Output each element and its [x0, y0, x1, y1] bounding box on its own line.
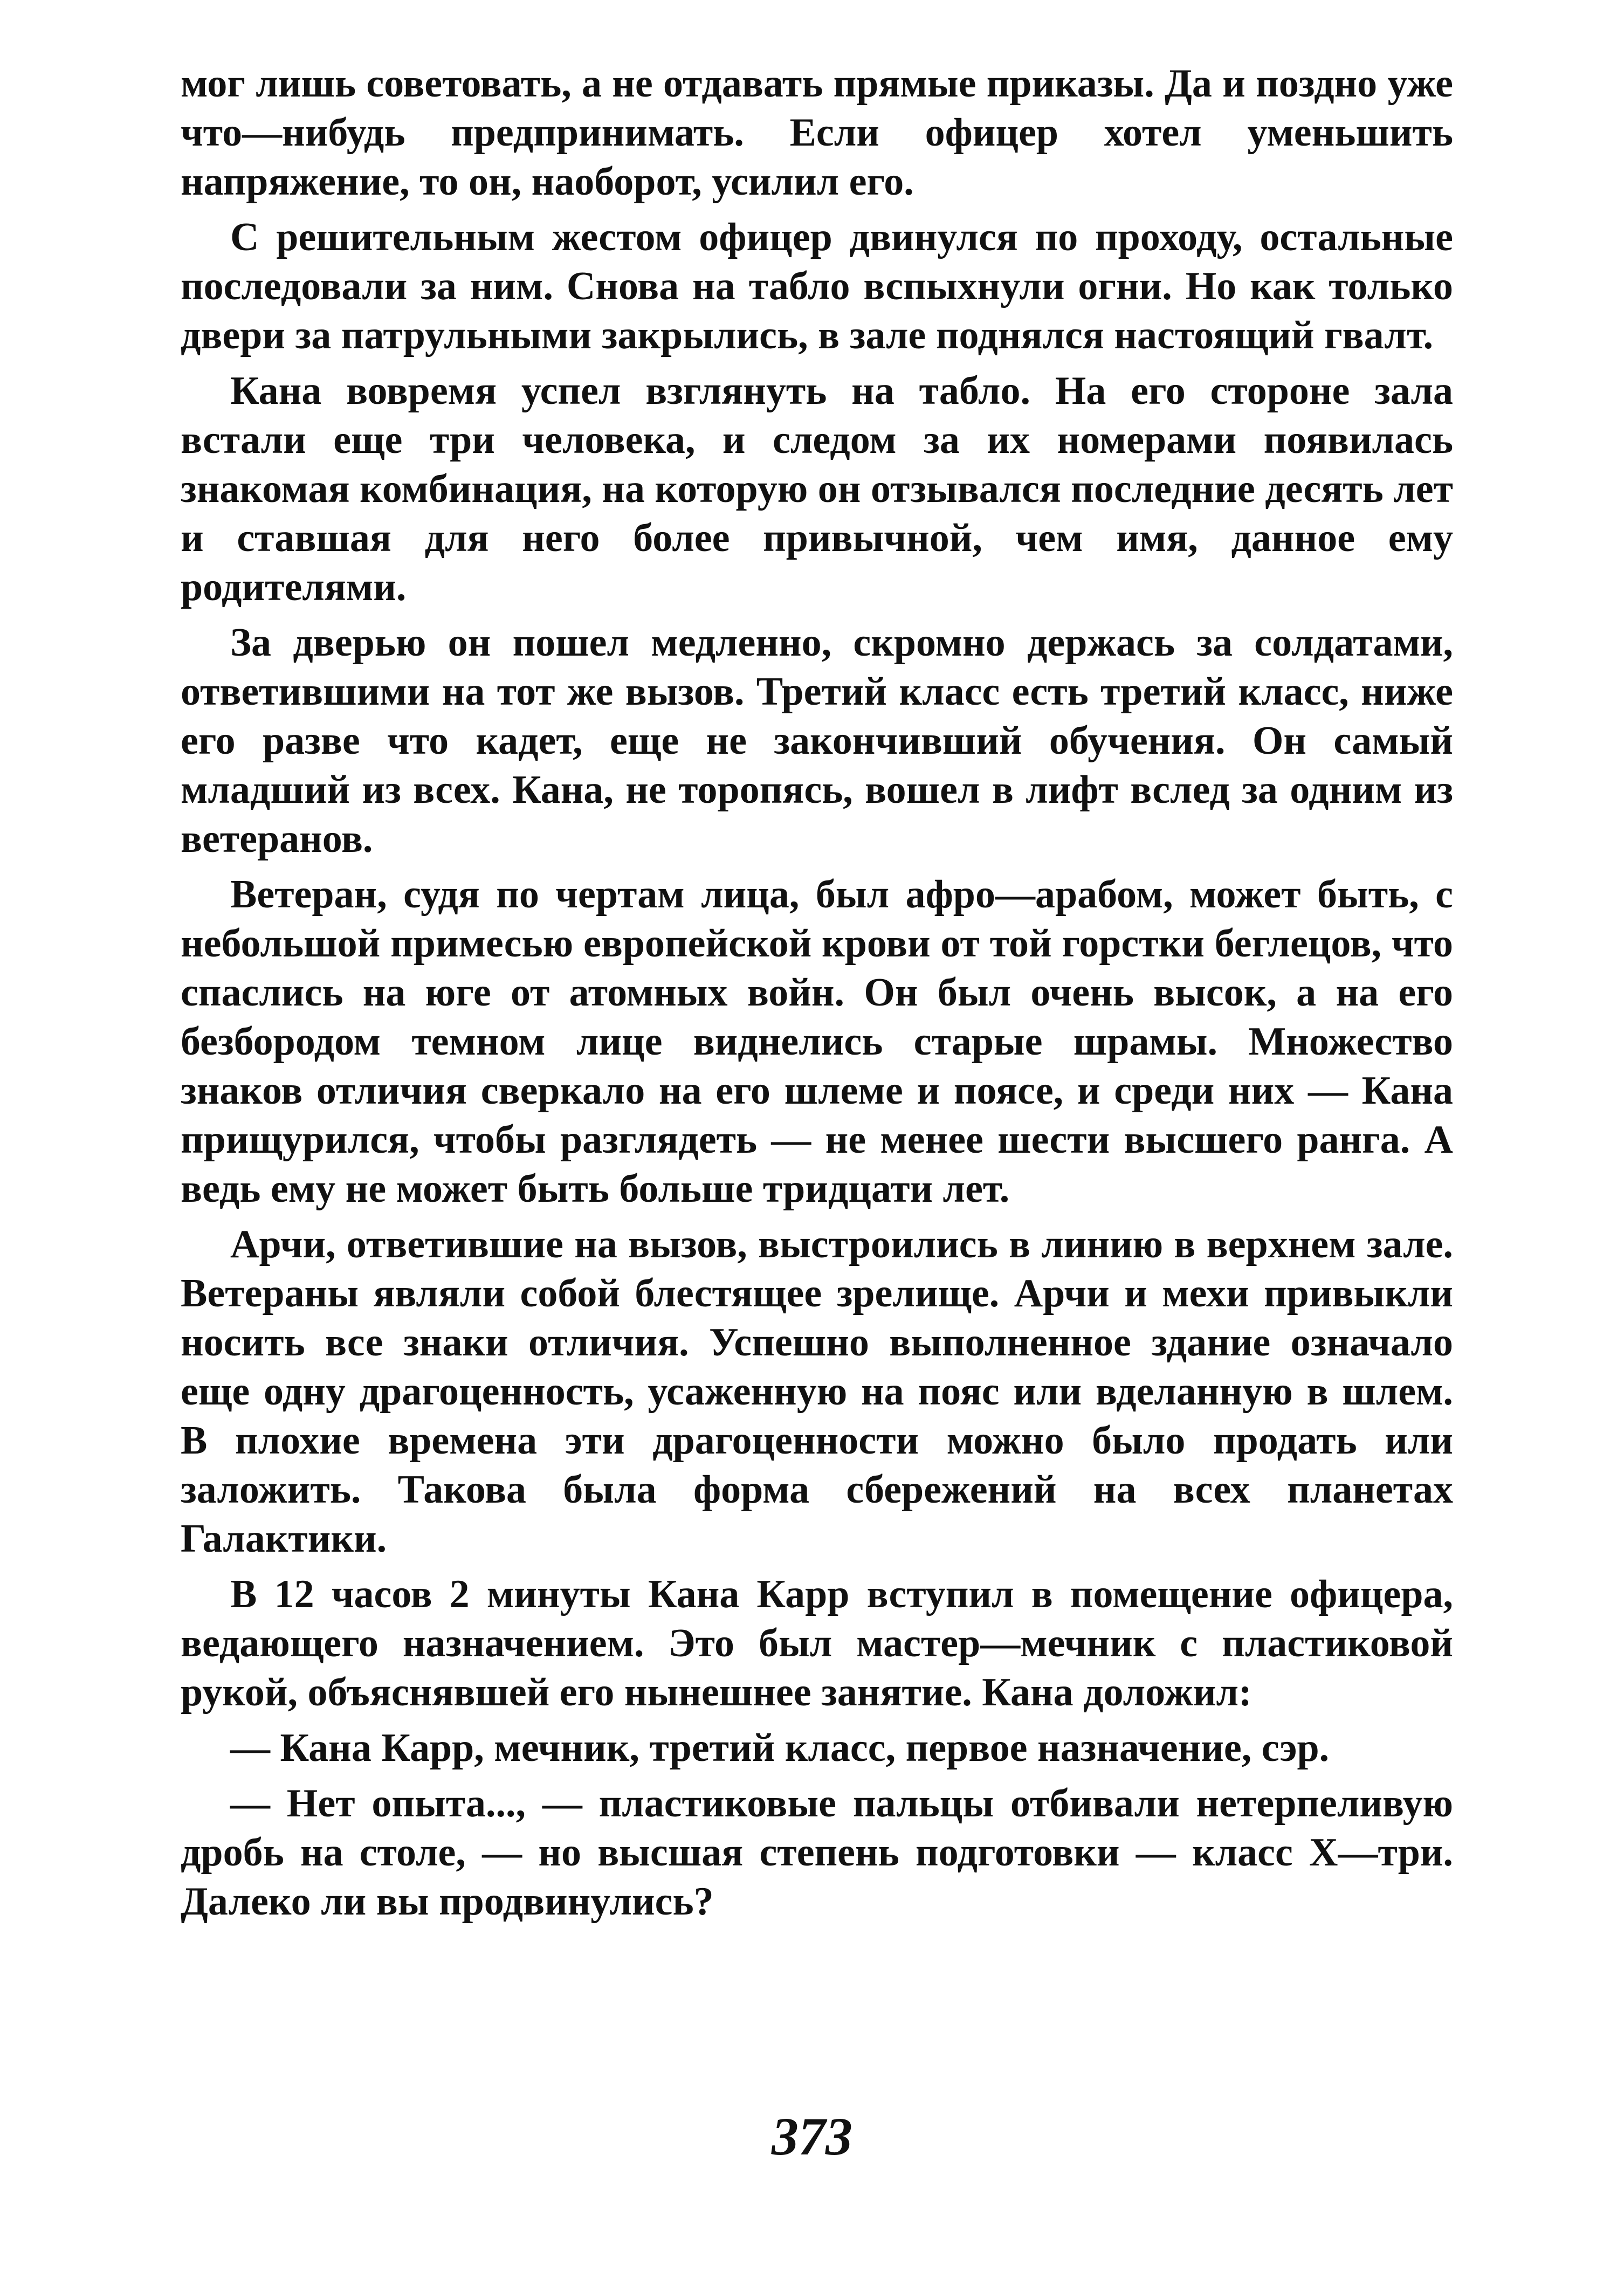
paragraph-9: — Нет опыта..., — пластиковые пальцы отбивали нетерпеливую дробь на столе, — но высшая степень подготовки — класс Х—три. Далеко ли вы продвинулись? [181, 1781, 1453, 1924]
paragraph-4: За дверью он пошел медленно, скромно держась за солдатами, ответившими на тот же вызов. Третий класс есть третий класс, ниже его разве что кадет, еще не закончивший обучения. Он самый младший из всех. Кана, не торопясь, вошел в лифт вслед за одним из ветеранов. [181, 621, 1453, 861]
paragraph-6: Арчи, ответившие на вызов, выстроились в линию в верхнем зале. Ветераны являли собой блестящее зрелище. Арчи и мехи привыкли носить все знаки отличия. Успешно выполненное здание означало еще одну драгоценность, усаженную на пояс или вделанную в шлем. В плохие времена эти драгоценности можно было продать или заложить. Такова была форма сбережений на всех планетах Галактики. [181, 1222, 1453, 1561]
paragraph-8: — Кана Карр, мечник, третий класс, первое назначение, сэр. [230, 1726, 1330, 1770]
paragraph-1: мог лишь советовать, а не отдавать прямые приказы. Да и поздно уже что—нибудь предпринимать. Если офицер хотел уменьшить напряжение, то он, наоборот, усилил его. [181, 61, 1453, 204]
page-text [181, 59, 1453, 1933]
paragraph-7: В 12 часов 2 минуты Кана Карр вступил в помещение офицера, ведающего назначением. Это был мастер—мечник с пластиковой рукой, объяснявшей его нынешнее занятие. Кана доложил: [181, 1572, 1453, 1714]
paragraph-5: Ветеран, судя по чертам лица, был афро—арабом, может быть, с небольшой примесью европейской крови от той горстки беглецов, что спаслись на юге от атомных войн. Он был очень высок, а на его безбородом темном лице виднелись старые шрамы. Множество знаков отличия сверкало на его шлеме и поясе, и среди них — Кана прищурился, чтобы разглядеть — не менее шести высшего ранга. А ведь ему не может быть больше тридцати лет. [181, 872, 1453, 1211]
paragraph-2: С решительным жестом офицер двинулся по проходу, остальные последовали за ним. Снова на табло вспыхнули огни. Но как только двери за патрульными закрылись, в зале поднялся настоящий гвалт. [181, 215, 1453, 357]
paragraph-3: Кана вовремя успел взглянуть на табло. На его стороне зала встали еще три человека, и следом за их номерами появилась знакомая комбинация, на которую он отзывался последние десять лет и ставшая для него более привычной, чем имя, данное ему родителями. [181, 369, 1453, 609]
page-number: 373 [772, 2106, 852, 2166]
